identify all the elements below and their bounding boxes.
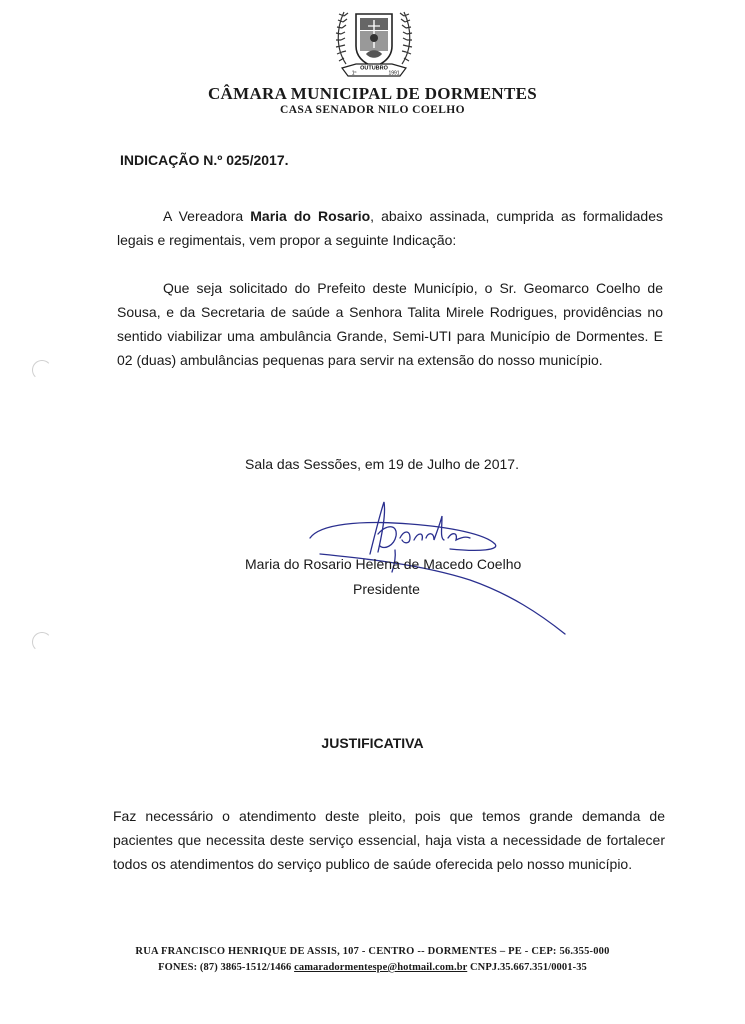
crest-day: 1º (351, 70, 357, 77)
chamber-subtitle: CASA SENADOR NILO COELHO (279, 104, 465, 116)
place-date: Sala das Sessões, em 19 de Julho de 2017. (245, 456, 519, 472)
punch-hole-mark (32, 360, 52, 380)
handwritten-signature (300, 494, 570, 654)
justificativa-paragraph: Faz necessário o atendimento deste pleito, pois que temos grande demanda de pacientes que necessita deste serviço essencial, haja vista a necessidade de fortalecer todos os atendimentos do serviço publico de saúde oferecida pelo nosso município. (113, 808, 665, 872)
chamber-title: CÂMARA MUNICIPAL DE DORMENTES (207, 84, 538, 103)
municipal-crest-icon (326, 4, 422, 84)
indicacao-title: INDICAÇÃO N.º 025/2017. (120, 152, 289, 168)
request-paragraph (117, 276, 663, 372)
footer-email: camaradormentespe@hotmail.com.br (294, 962, 468, 973)
councilor-name: Maria do Rosario (250, 208, 371, 224)
signer-role: Presidente (353, 581, 420, 597)
footer-cnpj: CNPJ.35.667.351/0001-35 (469, 962, 587, 973)
signer-name: Maria do Rosario Helena de Macedo Coelho (245, 556, 522, 572)
justificativa-title: JUSTIFICATIVA (321, 735, 424, 751)
footer-phones: FONES: (87) 3865-1512/1466 (158, 962, 292, 973)
crest-year: 1991 (388, 70, 400, 77)
footer-contacts (0, 962, 745, 973)
intro-after: , abaixo assinada, cumprida as formalidades legais e regimentais, vem propor a seguinte Indicação: (117, 208, 663, 248)
footer-address: RUA FRANCISCO HENRIQUE DE ASSIS, 107 - CENTRO -- DORMENTES – PE - CEP: 56.355-000 (135, 946, 610, 957)
request-text: Que seja solicitado do Prefeito deste Município, o Sr. Geomarco Coelho de Sousa, e da Secretaria de saúde a Senhora Talita Mirele Rodrigues, providências no sentido viabilizar uma ambulância Grande, Semi-UTI para Município de Dormentes. E 02 (duas) ambulâncias pequenas para servir na extensão do nosso município. (117, 280, 663, 368)
crest-motto: OUTUBRO (360, 65, 388, 72)
punch-hole-mark (32, 632, 52, 652)
intro-before: A Vereadora (163, 208, 251, 224)
intro-paragraph (117, 204, 663, 252)
